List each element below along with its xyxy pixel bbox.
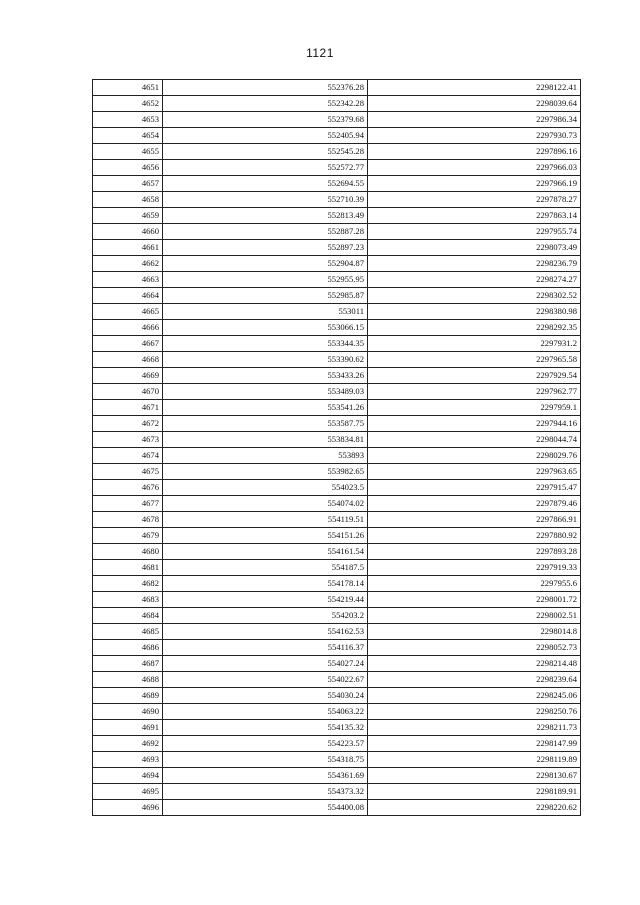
table-row [93, 496, 581, 512]
point-id-cell: 4690 [93, 704, 163, 720]
table-row [93, 400, 581, 416]
point-id-cell: 4682 [93, 576, 163, 592]
table-row [93, 528, 581, 544]
point-id-cell: 4688 [93, 672, 163, 688]
y-coordinate-cell: 2297955.6 [368, 576, 581, 592]
x-coordinate-cell: 552813.49 [163, 208, 368, 224]
y-coordinate-cell: 2297880.92 [368, 528, 581, 544]
x-coordinate-cell: 553489.03 [163, 384, 368, 400]
table-row [93, 592, 581, 608]
y-coordinate-cell: 2298147.99 [368, 736, 581, 752]
y-coordinate-cell: 2298220.62 [368, 800, 581, 816]
x-coordinate-cell: 554027.24 [163, 656, 368, 672]
x-coordinate-cell: 553834.81 [163, 432, 368, 448]
point-id-cell: 4667 [93, 336, 163, 352]
point-id-cell: 4679 [93, 528, 163, 544]
table-row [93, 624, 581, 640]
point-id-cell: 4673 [93, 432, 163, 448]
y-coordinate-cell: 2297930.73 [368, 128, 581, 144]
x-coordinate-cell: 553541.26 [163, 400, 368, 416]
y-coordinate-cell: 2298052.73 [368, 640, 581, 656]
table-row [93, 800, 581, 816]
coordinates-table-body [93, 80, 581, 816]
x-coordinate-cell: 552379.68 [163, 112, 368, 128]
point-id-cell: 4680 [93, 544, 163, 560]
y-coordinate-cell: 2298029.76 [368, 448, 581, 464]
table-row [93, 336, 581, 352]
x-coordinate-cell: 553344.35 [163, 336, 368, 352]
x-coordinate-cell: 552342.28 [163, 96, 368, 112]
x-coordinate-cell: 552897.23 [163, 240, 368, 256]
y-coordinate-cell: 2298302.52 [368, 288, 581, 304]
point-id-cell: 4684 [93, 608, 163, 624]
x-coordinate-cell: 554219.44 [163, 592, 368, 608]
table-row [93, 432, 581, 448]
table-row [93, 720, 581, 736]
point-id-cell: 4656 [93, 160, 163, 176]
x-coordinate-cell: 552572.77 [163, 160, 368, 176]
x-coordinate-cell: 554030.24 [163, 688, 368, 704]
x-coordinate-cell: 553011 [163, 304, 368, 320]
table-row [93, 752, 581, 768]
y-coordinate-cell: 2297944.16 [368, 416, 581, 432]
x-coordinate-cell: 554400.08 [163, 800, 368, 816]
point-id-cell: 4658 [93, 192, 163, 208]
point-id-cell: 4687 [93, 656, 163, 672]
table-row [93, 240, 581, 256]
table-row [93, 208, 581, 224]
y-coordinate-cell: 2297959.1 [368, 400, 581, 416]
x-coordinate-cell: 552376.28 [163, 80, 368, 96]
y-coordinate-cell: 2298001.72 [368, 592, 581, 608]
point-id-cell: 4654 [93, 128, 163, 144]
point-id-cell: 4660 [93, 224, 163, 240]
point-id-cell: 4685 [93, 624, 163, 640]
point-id-cell: 4663 [93, 272, 163, 288]
table-row [93, 784, 581, 800]
point-id-cell: 4678 [93, 512, 163, 528]
table-row [93, 224, 581, 240]
x-coordinate-cell: 554223.57 [163, 736, 368, 752]
point-id-cell: 4665 [93, 304, 163, 320]
y-coordinate-cell: 2297966.19 [368, 176, 581, 192]
table-row [93, 608, 581, 624]
point-id-cell: 4694 [93, 768, 163, 784]
x-coordinate-cell: 553066.15 [163, 320, 368, 336]
point-id-cell: 4671 [93, 400, 163, 416]
y-coordinate-cell: 2297929.54 [368, 368, 581, 384]
y-coordinate-cell: 2298380.98 [368, 304, 581, 320]
point-id-cell: 4693 [93, 752, 163, 768]
point-id-cell: 4652 [93, 96, 163, 112]
point-id-cell: 4668 [93, 352, 163, 368]
table-row [93, 448, 581, 464]
x-coordinate-cell: 554119.51 [163, 512, 368, 528]
y-coordinate-cell: 2297878.27 [368, 192, 581, 208]
x-coordinate-cell: 554162.53 [163, 624, 368, 640]
point-id-cell: 4681 [93, 560, 163, 576]
y-coordinate-cell: 2298122.41 [368, 80, 581, 96]
table-row [93, 544, 581, 560]
y-coordinate-cell: 2297962.77 [368, 384, 581, 400]
y-coordinate-cell: 2297919.33 [368, 560, 581, 576]
y-coordinate-cell: 2298214.48 [368, 656, 581, 672]
table-row [93, 480, 581, 496]
table-row [93, 464, 581, 480]
y-coordinate-cell: 2297966.03 [368, 160, 581, 176]
y-coordinate-cell: 2298073.49 [368, 240, 581, 256]
point-id-cell: 4666 [93, 320, 163, 336]
point-id-cell: 4675 [93, 464, 163, 480]
x-coordinate-cell: 554023.5 [163, 480, 368, 496]
point-id-cell: 4661 [93, 240, 163, 256]
y-coordinate-cell: 2298236.79 [368, 256, 581, 272]
point-id-cell: 4669 [93, 368, 163, 384]
x-coordinate-cell: 554178.14 [163, 576, 368, 592]
point-id-cell: 4695 [93, 784, 163, 800]
table-row [93, 672, 581, 688]
y-coordinate-cell: 2298211.73 [368, 720, 581, 736]
x-coordinate-cell: 552405.94 [163, 128, 368, 144]
table-row [93, 288, 581, 304]
y-coordinate-cell: 2298292.35 [368, 320, 581, 336]
point-id-cell: 4674 [93, 448, 163, 464]
x-coordinate-cell: 552694.55 [163, 176, 368, 192]
y-coordinate-cell: 2298130.67 [368, 768, 581, 784]
table-row [93, 576, 581, 592]
y-coordinate-cell: 2297896.16 [368, 144, 581, 160]
point-id-cell: 4672 [93, 416, 163, 432]
x-coordinate-cell: 554022.67 [163, 672, 368, 688]
point-id-cell: 4696 [93, 800, 163, 816]
y-coordinate-cell: 2298002.51 [368, 608, 581, 624]
table-row [93, 368, 581, 384]
x-coordinate-cell: 552985.87 [163, 288, 368, 304]
x-coordinate-cell: 552887.28 [163, 224, 368, 240]
y-coordinate-cell: 2298239.64 [368, 672, 581, 688]
x-coordinate-cell: 554373.32 [163, 784, 368, 800]
y-coordinate-cell: 2298014.8 [368, 624, 581, 640]
y-coordinate-cell: 2297879.46 [368, 496, 581, 512]
y-coordinate-cell: 2298245.06 [368, 688, 581, 704]
y-coordinate-cell: 2297893.28 [368, 544, 581, 560]
y-coordinate-cell: 2297963.65 [368, 464, 581, 480]
table-row [93, 704, 581, 720]
x-coordinate-cell: 553587.75 [163, 416, 368, 432]
x-coordinate-cell: 554074.02 [163, 496, 368, 512]
y-coordinate-cell: 2297915.47 [368, 480, 581, 496]
table-row [93, 512, 581, 528]
point-id-cell: 4691 [93, 720, 163, 736]
table-row [93, 192, 581, 208]
table-row [93, 160, 581, 176]
point-id-cell: 4664 [93, 288, 163, 304]
x-coordinate-cell: 554318.75 [163, 752, 368, 768]
table-row [93, 80, 581, 96]
point-id-cell: 4653 [93, 112, 163, 128]
y-coordinate-cell: 2297965.58 [368, 352, 581, 368]
x-coordinate-cell: 553893 [163, 448, 368, 464]
point-id-cell: 4692 [93, 736, 163, 752]
y-coordinate-cell: 2298274.27 [368, 272, 581, 288]
table-row [93, 144, 581, 160]
table-row [93, 560, 581, 576]
page-number: 1121 [306, 46, 334, 60]
x-coordinate-cell: 554063.22 [163, 704, 368, 720]
point-id-cell: 4651 [93, 80, 163, 96]
point-id-cell: 4659 [93, 208, 163, 224]
point-id-cell: 4657 [93, 176, 163, 192]
x-coordinate-cell: 552545.28 [163, 144, 368, 160]
coordinates-table [92, 79, 581, 816]
x-coordinate-cell: 553390.62 [163, 352, 368, 368]
table-row [93, 272, 581, 288]
table-row [93, 640, 581, 656]
x-coordinate-cell: 552955.95 [163, 272, 368, 288]
x-coordinate-cell: 554187.5 [163, 560, 368, 576]
table-row [93, 768, 581, 784]
table-row [93, 128, 581, 144]
y-coordinate-cell: 2297955.74 [368, 224, 581, 240]
point-id-cell: 4676 [93, 480, 163, 496]
table-row [93, 304, 581, 320]
x-coordinate-cell: 552904.87 [163, 256, 368, 272]
point-id-cell: 4686 [93, 640, 163, 656]
y-coordinate-cell: 2298119.89 [368, 752, 581, 768]
point-id-cell: 4662 [93, 256, 163, 272]
point-id-cell: 4689 [93, 688, 163, 704]
table-row [93, 176, 581, 192]
table-row [93, 736, 581, 752]
point-id-cell: 4655 [93, 144, 163, 160]
x-coordinate-cell: 552710.39 [163, 192, 368, 208]
y-coordinate-cell: 2297931.2 [368, 336, 581, 352]
y-coordinate-cell: 2298039.64 [368, 96, 581, 112]
y-coordinate-cell: 2297866.91 [368, 512, 581, 528]
table-row [93, 656, 581, 672]
table-row [93, 256, 581, 272]
x-coordinate-cell: 553433.26 [163, 368, 368, 384]
point-id-cell: 4677 [93, 496, 163, 512]
table-row [93, 320, 581, 336]
y-coordinate-cell: 2298044.74 [368, 432, 581, 448]
x-coordinate-cell: 554161.54 [163, 544, 368, 560]
table-row [93, 112, 581, 128]
y-coordinate-cell: 2297986.34 [368, 112, 581, 128]
x-coordinate-cell: 554116.37 [163, 640, 368, 656]
x-coordinate-cell: 554203.2 [163, 608, 368, 624]
y-coordinate-cell: 2298250.76 [368, 704, 581, 720]
table-row [93, 416, 581, 432]
table-row [93, 352, 581, 368]
y-coordinate-cell: 2297863.14 [368, 208, 581, 224]
x-coordinate-cell: 554361.69 [163, 768, 368, 784]
y-coordinate-cell: 2298189.91 [368, 784, 581, 800]
table-row [93, 96, 581, 112]
point-id-cell: 4683 [93, 592, 163, 608]
table-row [93, 688, 581, 704]
table-row [93, 384, 581, 400]
x-coordinate-cell: 554151.26 [163, 528, 368, 544]
x-coordinate-cell: 554135.32 [163, 720, 368, 736]
x-coordinate-cell: 553982.65 [163, 464, 368, 480]
point-id-cell: 4670 [93, 384, 163, 400]
